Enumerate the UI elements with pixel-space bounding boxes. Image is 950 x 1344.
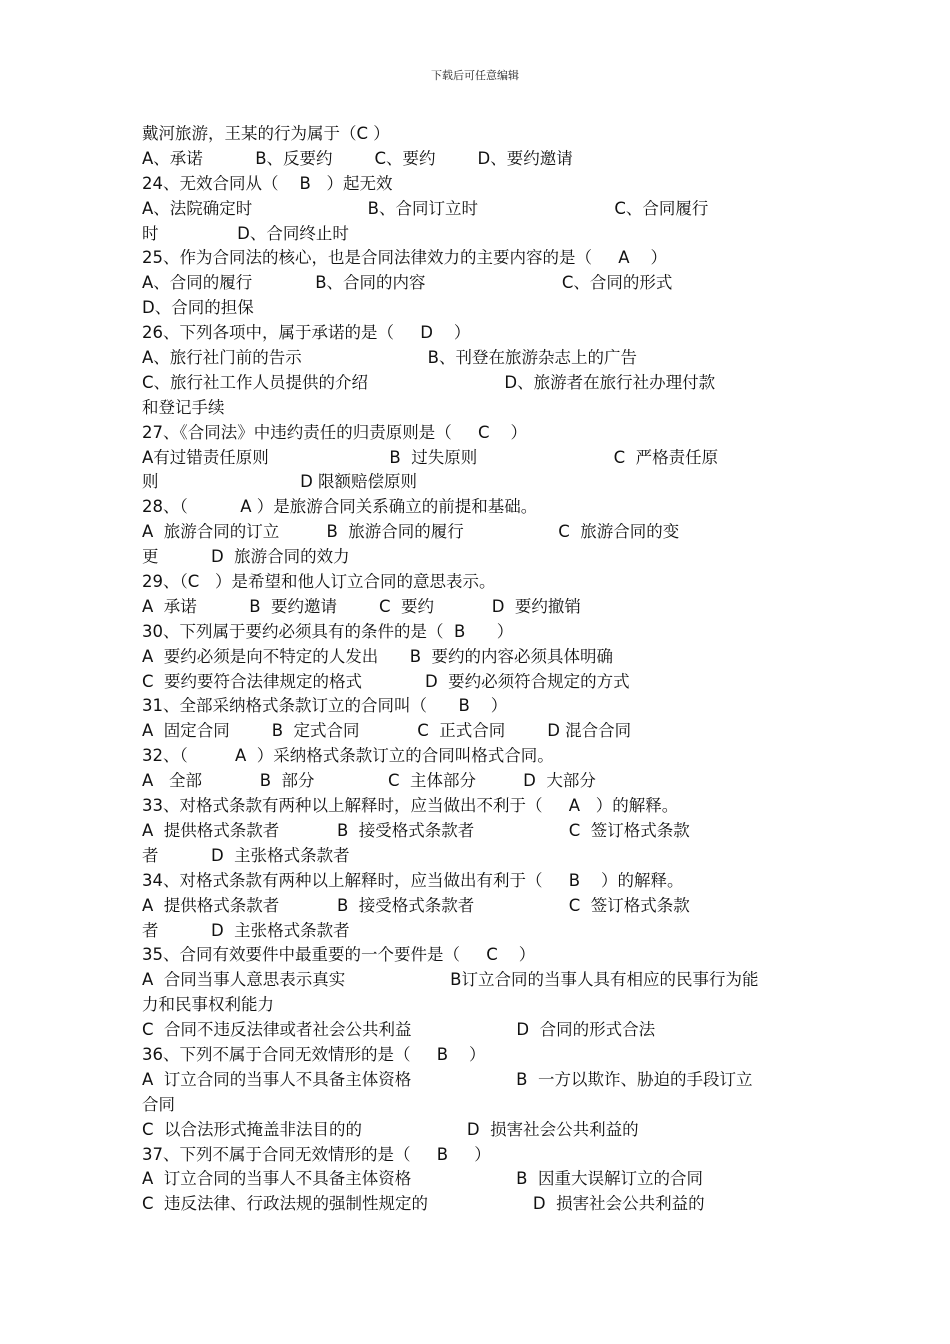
text-line: 24、无效合同从（ B ）起无效 [142,173,393,193]
text-line: D、合同的担保 [142,298,254,318]
text-line: A 旅游合同的订立 B 旅游合同的履行 C 旅游合同的变 [142,522,680,542]
text-line: A 提供格式条款者 B 接受格式条款者 C 签订格式条款 [142,820,690,840]
text-line: 26、下列各项中，属于承诺的是（ D ） [142,323,471,343]
text-line: C 合同不违反法律或者社会公共利益 D 合同的形式合法 [142,1020,656,1040]
text-line: C、旅行社工作人员提供的介绍 D、旅游者在旅行社办理付款 [142,372,716,392]
text-line: A、承诺 B、反要约 C、要约 D、要约邀请 [142,148,573,168]
text-line: A 订立合同的当事人不具备主体资格 B 一方以欺诈、胁迫的手段订立 [142,1069,753,1089]
text-line: 37、下列不属于合同无效情形的是（ B ） [142,1144,491,1164]
text-line: 戴河旅游，王某的行为属于（C ） [142,124,390,143]
text-line: C 以合法形式掩盖非法目的的 D 损害社会公共利益的 [142,1119,639,1139]
text-line: 更 D 旅游合同的效力 [142,547,350,567]
text-line: 合同 [142,1094,175,1114]
text-line: A、法院确定时 B、合同订立时 C、合同履行 [142,198,709,218]
document-body [142,122,866,1217]
text-line: A 承诺 B 要约邀请 C 要约 D 要约撤销 [142,596,581,616]
text-line: 25、作为合同法的核心，也是合同法律效力的主要内容的是（ A ） [142,248,667,268]
text-line: A、合同的履行 B、合同的内容 C、合同的形式 [142,273,673,293]
page-header: 下载后可任意编辑 [431,69,519,82]
text-line: 者 D 主张格式条款者 [142,845,350,865]
text-line: A 固定合同 B 定式合同 C 正式合同 D 混合合同 [142,721,632,741]
text-line: 31、全部采纳格式条款订立的合同叫（ B ） [142,696,508,716]
text-line: A有过错责任原则 B 过失原则 C 严格责任原 [142,447,719,467]
text-line: 30、下列属于要约必须具有的条件的是（ B ） [142,621,514,641]
text-line: A 全部 B 部分 C 主体部分 D 大部分 [142,771,596,791]
text-line: 28、（ A ）是旅游合同关系确立的前提和基础。 [142,497,538,517]
text-line: A 订立合同的当事人不具备主体资格 B 因重大误解订立的合同 [142,1169,703,1189]
text-line: 33、对格式条款有两种以上解释时，应当做出不利于（ A ）的解释。 [142,796,679,816]
text-line: 时 D、合同终止时 [142,223,349,243]
text-line: 29、（C ）是希望和他人订立合同的意思表示。 [142,572,496,592]
text-line: 36、下列不属于合同无效情形的是（ B ） [142,1044,486,1064]
text-line: A 提供格式条款者 B 接受格式条款者 C 签订格式条款 [142,895,690,915]
text-line: 力和民事权利能力 [142,995,274,1015]
text-line: A 要约必须是向不特定的人发出 B 要约的内容必须具体明确 [142,646,614,666]
text-line: A 合同当事人意思表示真实 B订立合同的当事人具有相应的民事行为能 [142,970,759,990]
text-line: 35、合同有效要件中最重要的一个要件是（ C ） [142,945,536,965]
text-line: 34、对格式条款有两种以上解释时，应当做出有利于（ B ）的解释。 [142,870,684,890]
text-line: 者 D 主张格式条款者 [142,920,350,940]
text-line: 27、《合同法》中违约责任的归责原则是（ C ） [142,422,527,442]
text-line: 则 D 限额赔偿原则 [142,472,418,492]
text-line: C 要约要符合法律规定的格式 D 要约必须符合规定的方式 [142,671,630,691]
text-line: C 违反法律、行政法规的强制性规定的 D 损害社会公共利益的 [142,1194,705,1214]
text-line: 32、（ A ）采纳格式条款订立的合同叫格式合同。 [142,746,554,766]
text-line: A、旅行社门前的告示 B、刊登在旅游杂志上的广告 [142,348,637,368]
text-line: 和登记手续 [142,397,225,417]
